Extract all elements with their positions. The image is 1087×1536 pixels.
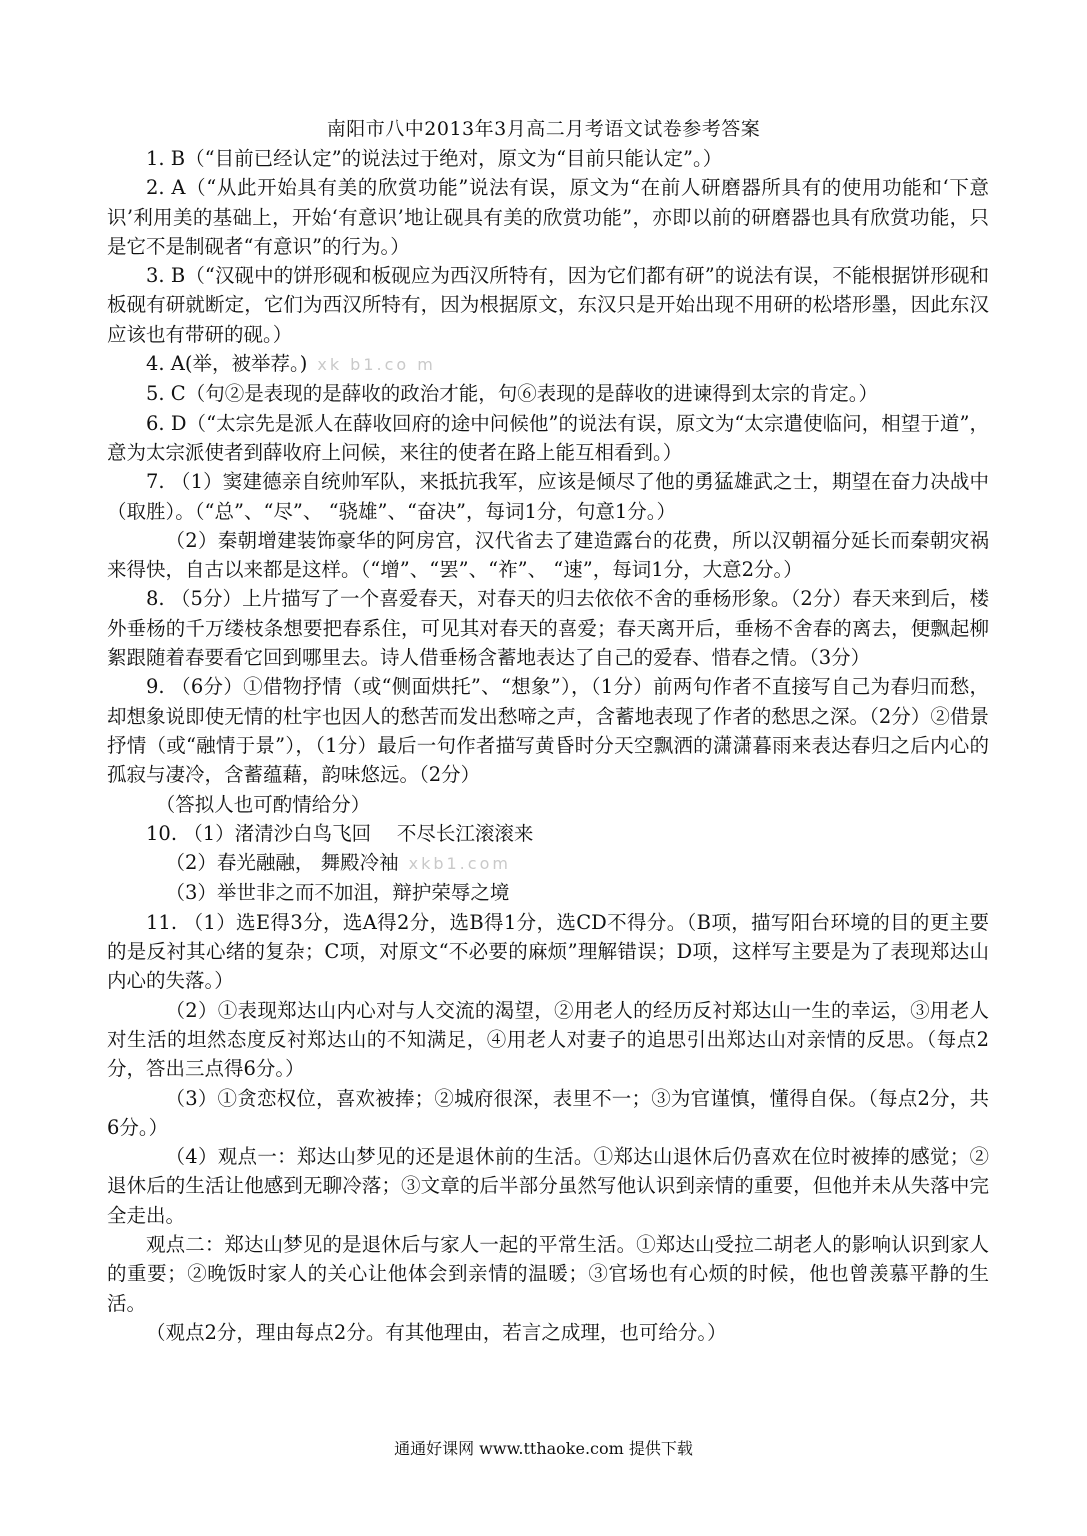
answer-5: 5. C（句②是表现的是薛收的政治才能，句⑥表现的是薛收的进谏得到太宗的肯定。）: [146, 382, 878, 406]
answer-1: 1. B（“目前已经认定”的说法过于绝对，原文为“目前只能认定”。）: [146, 147, 723, 170]
answer-7-part-2: （2）秦朝增建装饰豪华的阿房宫，汉代省去了建造露台的花费，所以汉朝福分延长而秦朝灾祸来得快，自古以来都是这样。（“增”、“罢”、“祚”、 “速”，每词1分，大意2分。）: [107, 528, 989, 582]
answer-4: [107, 349, 989, 379]
answer-content: [107, 144, 989, 1347]
answer-6: 6. D（“太宗先是派人在薛收回府的途中问候他”的说法有误，原文为“太宗遣使临问，相望于道”，意为太宗派使者到薛收府上问候，来往的使者在路上能互相看到。）: [107, 411, 989, 464]
answer-11-part-3: （3）①贪恋权位，喜欢被捧；②城府很深，表里不一；③为官谨慎，懂得自保。（每点2分，共6分。）: [107, 1086, 989, 1139]
answer-8: 8. （5分）上片描写了一个喜爱春天，对春天的归去依依不舍的垂杨形象。（2分）春天来到后，楼外垂杨的千万缕枝条想要把春系住，可见其对春天的喜爱；春天离开后，垂杨不舍春的离去，便飘起柳絮跟随着春要看它回到哪里去。诗人借垂杨含蓄地表达了自己的爱春、惜春之情。（3分）: [107, 587, 989, 670]
answer-9: 9. （6分）①借物抒情（或“侧面烘托”、“想象”），（1分）前两句作者不直接写自己为春归而愁，却想象说即使无情的杜宇也因人的愁苦而发出愁啼之声，含蓄地表现了作者的愁思之深。（2分）②借景抒情（或“融情于景”），（1分）最后一句作者描写黄昏时分天空飘洒的潇潇暮雨来表达春归之后内心的孤寂与凄冷，含蓄蕴藉，韵味悠远。（2分）: [107, 675, 989, 787]
answer-11-part-4: （4）观点一：郑达山梦见的还是退休前的生活。①郑达山退休后仍喜欢在位时被捧的感觉；②退休后的生活让他感到无聊冷落；③文章的后半部分虽然写他认识到亲情的重要，但他并未从失落中完全走出。: [107, 1145, 989, 1227]
answer-11-part-2: （2）①表现郑达山内心对与人交流的渴望，②用老人的经历反衬郑达山一生的幸运，③用老人对生活的坦然态度反衬郑达山的不知满足，④用老人对妻子的追思引出郑达山对亲情的反思。（每点2分，答出三点得6分。）: [107, 998, 989, 1081]
answer-9-note: （答拟人也可酌情给分）: [155, 792, 371, 816]
answer-3: 3. B（“汉砚中的饼形砚和板砚应为西汉所特有，因为它们都有研”的说法有误，不能根据饼形砚和板砚有研就断定，它们为西汉所特有，因为根据原文，东汉只是开始出现不用研的松塔形墨，因此东汉应该也有带研的砚。）: [107, 264, 989, 346]
answer-4-text: 4. A(举，被举荐。): [146, 352, 308, 376]
footer-source: 通通好课网 www.tthaoke.com 提供下载: [394, 1439, 693, 1458]
answer-10-part-3: （3）举世非之而不加沮，辩护荣辱之境: [165, 881, 510, 905]
answer-11-viewpoint-2: 观点二：郑达山梦见的是退休后与家人一起的平常生活。①郑达山受拉二胡老人的影响认识到家人的重要；②晚饭时家人的关心让他体会到亲情的温暖；③官场也有心烦的时候，他也曾羡慕平静的生活。: [107, 1232, 989, 1315]
answer-11-part-1: 11. （1）选E得3分，选A得2分，选B得1分，选CD不得分。（B项，描写阳台环境的目的更主要的是反衬其心绪的复杂；C项，对原文“不必要的麻烦”理解错误；D项，这样写主要是为了表现郑达山内心的失落。）: [107, 910, 989, 993]
watermark: xkb1.com: [408, 854, 511, 874]
page-title: 南阳市八中2013年3月高二月考语文试卷参考答案: [326, 118, 761, 140]
answer-10-part-2: [107, 848, 989, 878]
watermark: xk b1.co m: [317, 355, 436, 375]
answer-7-part-1: 7. （1）窦建德亲自统帅军队，来抵抗我军，应该是倾尽了他的勇猛雄武之士，期望在奋力决战中（取胜）。（“总”、“尽”、 “骁雄”、“奋决”，每词1分，句意1分。）: [107, 470, 989, 523]
answer-10-part-1: 10. （1）渚清沙白鸟飞回 不尽长江滚滚来: [146, 821, 534, 845]
answer-2: 2. A（“从此开始具有美的欣赏功能”说法有误，原文为“在前人研磨器所具有的使用功能和‘下意识’利用美的基础上，开始‘有意识’地让砚具有美的欣赏功能”，亦即以前的研磨器也具有欣赏功能，只是它不是制砚者“有意识”的行为。）: [107, 176, 989, 258]
answer-10-part-2-text: （2）春光融融， 舞殿冷袖: [165, 851, 399, 875]
answer-11-scoring-note: （观点2分，理由每点2分。有其他理由，若言之成理，也可给分。）: [146, 1320, 727, 1344]
